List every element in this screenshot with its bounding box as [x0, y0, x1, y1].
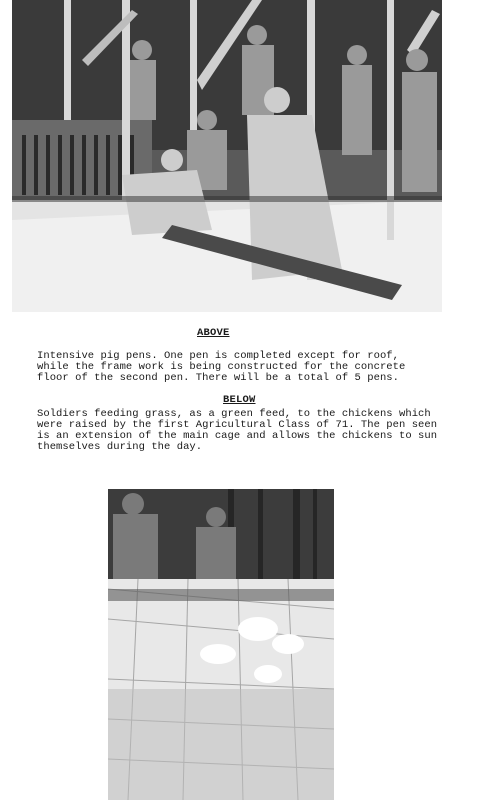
below-caption — [37, 409, 437, 453]
above-caption — [37, 351, 405, 384]
chicken-feeding-photo-graphic — [108, 489, 334, 800]
above-heading: ABOVE — [197, 327, 230, 339]
above-caption-line: floor of the second pen. There will be a total of 5 pens. — [37, 372, 400, 384]
above-caption-line: while the frame work is being constructed for the concrete — [37, 361, 406, 373]
above-caption-line: Intensive pig pens. One pen is completed except for roof, — [37, 350, 400, 362]
pig-pen-photo-graphic — [12, 0, 442, 312]
below-caption-line: is an extension of the main cage and allows the chickens to sun — [37, 430, 438, 442]
pig-pen-photo — [12, 0, 442, 312]
below-caption-line: were raised by the first Agricultural Class of 71. The pen seen — [37, 419, 438, 431]
below-caption-line: Soldiers feeding grass, as a green feed, to the chickens which — [37, 408, 431, 420]
below-caption-line: themselves during the day. — [37, 441, 203, 453]
below-heading: BELOW — [223, 394, 256, 406]
chicken-feeding-photo — [108, 489, 334, 800]
